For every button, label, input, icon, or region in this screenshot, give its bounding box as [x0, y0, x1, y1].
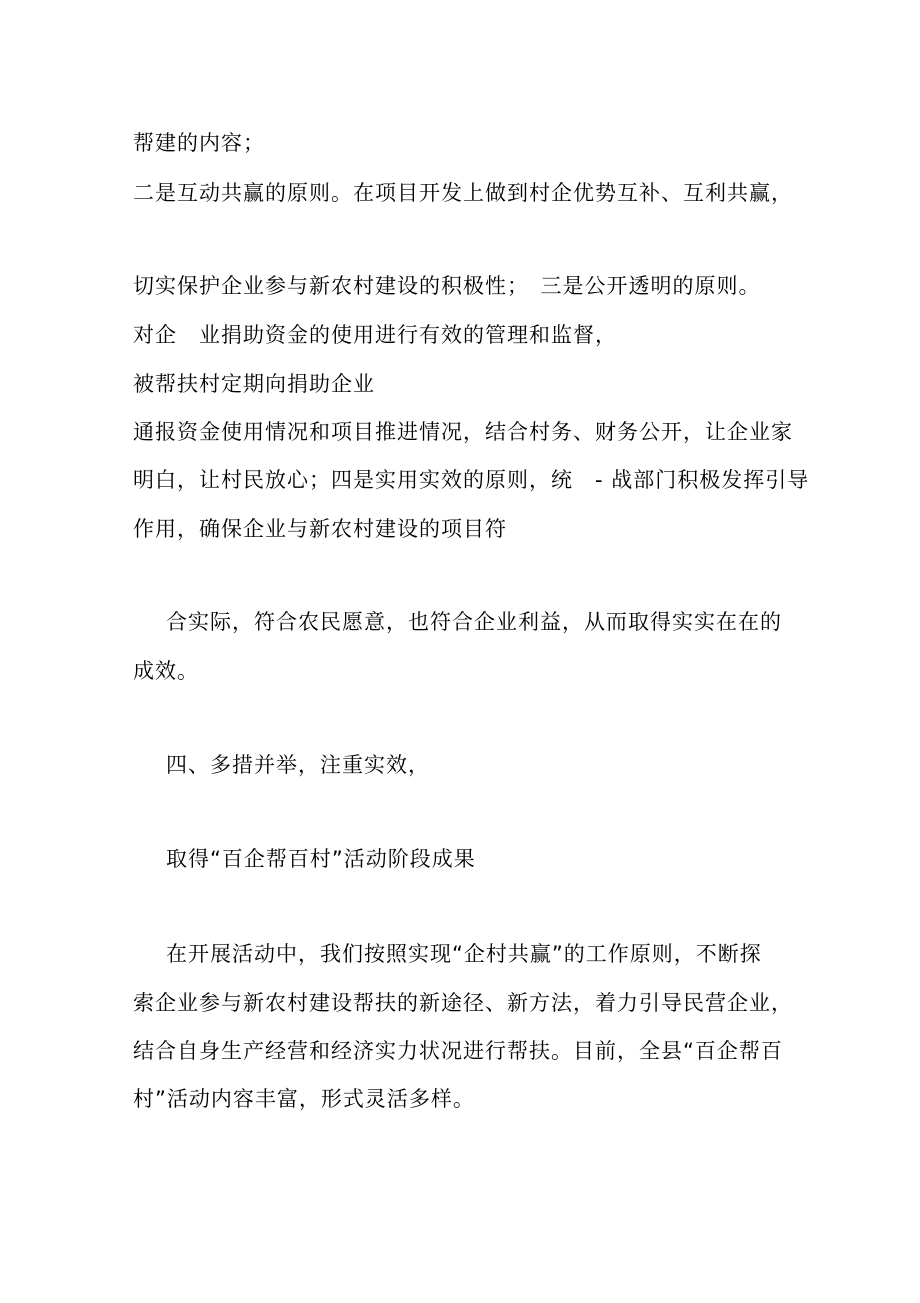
text-line: 在开展活动中，我们按照实现“企村共赢”的工作原则，不断探 — [166, 942, 762, 966]
text-line: 二是互动共赢的原则。在项目开发上做到村企优势互补、互利共赢， — [133, 181, 793, 205]
section-heading: 四、多措并举，注重实效， — [166, 753, 430, 777]
section-heading: 取得“百企帮百村”活动阶段成果 — [166, 847, 476, 871]
text-line: 合实际，符合农民愿意，也符合企业利益，从而取得实实在在的 — [166, 610, 782, 634]
text-line: 作用，确保企业与新农村建设的项目符 — [133, 517, 507, 541]
text-line: 被帮扶村定期向捐助企业 — [133, 372, 375, 396]
text-line: 切实保护企业参与新农村建设的积极性； 三是公开透明的原则。 — [133, 274, 761, 298]
text-line: 结合自身生产经营和经济实力状况进行帮扶。目前，全县“百企帮百 — [133, 1039, 783, 1063]
text-line: 索企业参与新农村建设帮扶的新途径、新方法，着力引导民营企业， — [133, 991, 793, 1015]
text-line: 成效。 — [133, 659, 199, 683]
text-line: 对企 业捐助资金的使用进行有效的管理和监督， — [133, 323, 617, 347]
text-line: 明白，让村民放心；四是实用实效的原则，统 - 战部门积极发挥引导 — [133, 468, 810, 492]
text-line: 通报资金使用情况和项目推进情况，结合村务、财务公开，让企业家 — [133, 420, 793, 444]
text-line: 村”活动内容丰富，形式灵活多样。 — [133, 1087, 475, 1111]
text-line: 帮建的内容； — [133, 131, 265, 155]
